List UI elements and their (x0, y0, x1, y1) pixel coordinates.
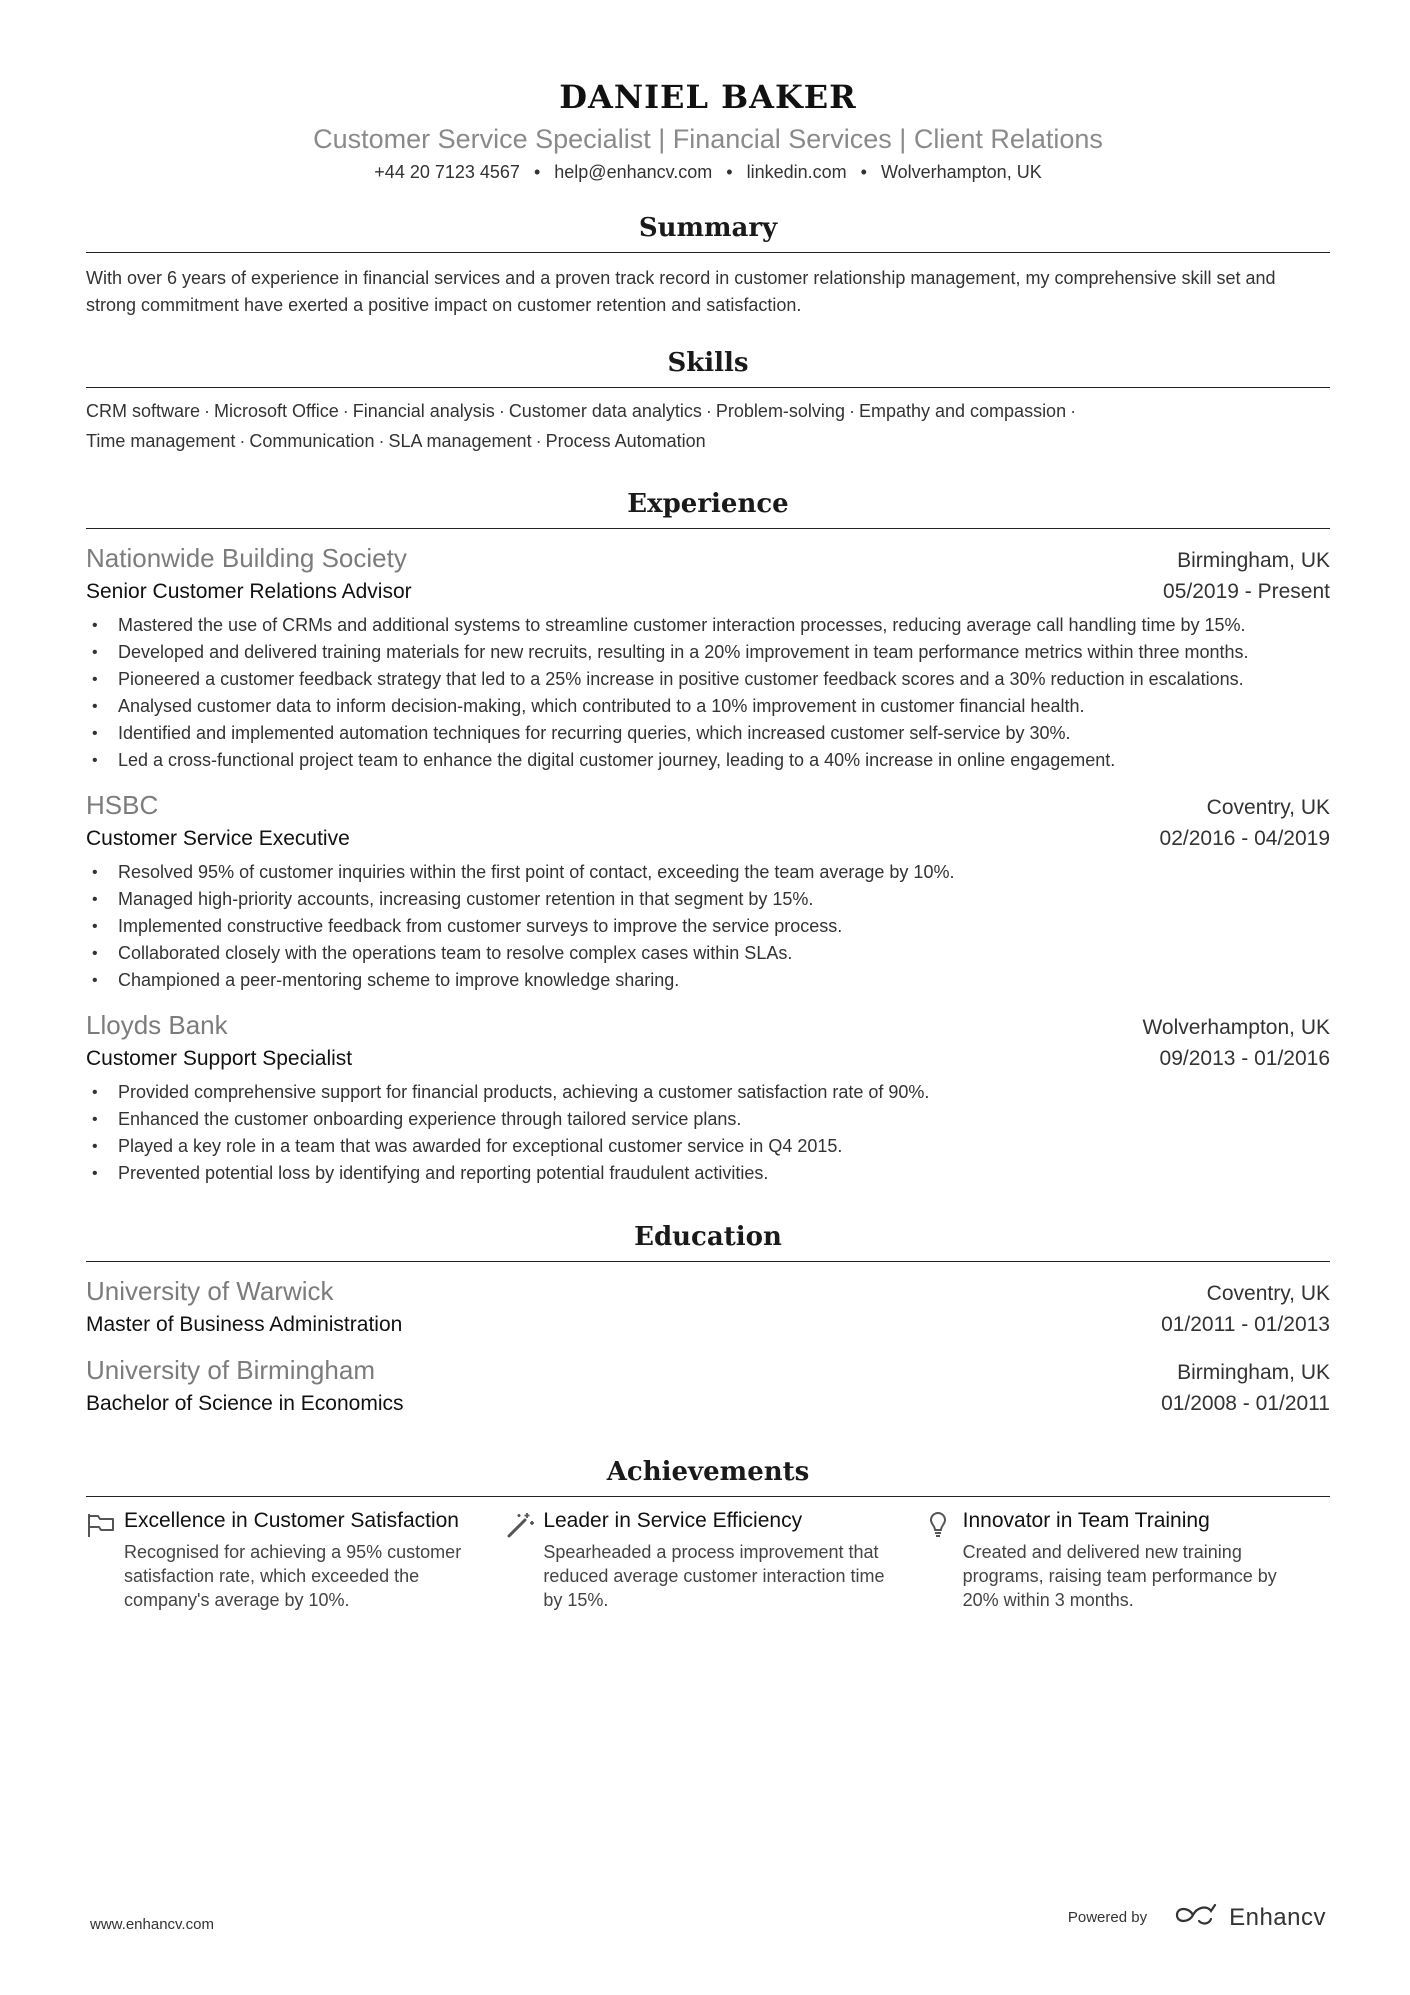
employer-location: Coventry, UK (1206, 796, 1330, 819)
achievement-title: Innovator in Team Training (962, 1509, 1210, 1532)
summary-section (86, 210, 1330, 319)
employer-name: Lloyds Bank (86, 1010, 228, 1040)
skill-item: Problem-solving (715, 401, 845, 421)
job-dates: 05/2019 - Present (1163, 580, 1330, 603)
bullet-item: • Mastered the use of CRMs and additional systems to streamline customer interaction processes, reducing average call handling time by 15%. (118, 612, 1330, 639)
magic-wand-icon (505, 1507, 543, 1612)
separator-dot: • (860, 162, 867, 182)
section-title-achievements: Achievements (86, 1454, 1330, 1497)
education-entry (86, 1353, 1330, 1420)
job-title: Customer Service Executive (86, 827, 350, 850)
employer-name: HSBC (86, 790, 159, 820)
degree-dates: 01/2011 - 01/2013 (1161, 1313, 1330, 1336)
achievement-item (86, 1507, 491, 1612)
bullet-item: • Identified and implemented automation techniques for recurring queries, which increased customer self-service by 30%. (118, 720, 1330, 747)
education-entry (86, 1274, 1330, 1341)
bullet-item: • Resolved 95% of customer inquiries within the first point of contact, exceeding the team average by 10%. (118, 859, 1330, 886)
skill-item: Time management (86, 431, 236, 451)
skills-section (86, 345, 1330, 456)
bullet-item: • Developed and delivered training materials for new recruits, resulting in a 20% improvement in team performance metrics within three months. (118, 639, 1330, 666)
achievements-row (86, 1507, 1330, 1612)
bullet-item: • Collaborated closely with the operations team to resolve complex cases within SLAs. (118, 940, 1330, 967)
degree-title: Master of Business Administration (86, 1313, 403, 1336)
contact-linkedin[interactable]: linkedin.com (746, 162, 847, 182)
separator-dot: • (726, 162, 733, 182)
separator-dot: • (533, 162, 541, 182)
bullet-item: • Enhanced the customer onboarding experience through tailored service plans. (118, 1106, 1330, 1133)
job-dates: 09/2013 - 01/2016 (1159, 1047, 1330, 1070)
achievement-item (505, 1507, 910, 1612)
achievement-bullets (86, 859, 1330, 994)
powered-by-label: Powered by (1067, 1909, 1148, 1926)
job-title: Customer Support Specialist (86, 1047, 353, 1070)
education-section (86, 1219, 1330, 1420)
skills-list: CRM software · Microsoft Office · Financial analysis · Customer data analytics · Problem-solving · Empathy and compassion · Time management · Communication · SLA management · Process Automation (86, 401, 1077, 451)
flag-icon (86, 1507, 124, 1612)
skill-item: Communication (249, 431, 375, 451)
achievement-bullets (86, 612, 1330, 774)
contact-line (86, 158, 1330, 186)
footer-website[interactable]: www.enhancv.com (90, 1916, 214, 1933)
footer-branding (1068, 1902, 1326, 1933)
employer-location: Wolverhampton, UK (1142, 1016, 1330, 1039)
bullet-item: • Prevented potential loss by identifying and reporting potential fraudulent activities. (118, 1160, 1330, 1187)
experience-entry (86, 788, 1330, 994)
skill-item: Customer data analytics (508, 401, 702, 421)
achievements-section (86, 1454, 1330, 1612)
achievement-title: Leader in Service Efficiency (543, 1509, 803, 1532)
school-name: University of Birmingham (86, 1355, 375, 1385)
contact-location: Wolverhampton, UK (880, 162, 1042, 182)
employer-location: Birmingham, UK (1177, 549, 1330, 572)
bullet-item: • Played a key role in a team that was awarded for exceptional customer service in Q4 2015. (118, 1133, 1330, 1160)
resume-header (86, 72, 1330, 186)
summary-text: With over 6 years of experience in financial services and a proven track record in customer relationship management, my comprehensive skill set and strong commitment have exerted a positive impact on customer retention and satisfaction. (86, 268, 1276, 315)
skill-item: Process Automation (545, 431, 706, 451)
brand-name: Enhancv (1229, 1903, 1326, 1931)
bullet-item: • Analysed customer data to inform decision-making, which contributed to a 10% improvement in customer financial health. (118, 693, 1330, 720)
achievement-description: Created and delivered new training programs, raising team performance by 20% within 3 months. (962, 1542, 1277, 1610)
bullet-item: • Led a cross-functional project team to enhance the digital customer journey, leading to a 40% increase in online engagement. (118, 747, 1330, 774)
candidate-name: DANIEL BAKER (559, 78, 857, 116)
skill-item: Financial analysis (352, 401, 495, 421)
school-name: University of Warwick (86, 1276, 334, 1306)
experience-entry (86, 1008, 1330, 1187)
experience-section (86, 486, 1330, 1187)
section-title-education: Education (86, 1219, 1330, 1262)
school-location: Birmingham, UK (1177, 1361, 1330, 1384)
school-location: Coventry, UK (1206, 1282, 1330, 1305)
bullet-item: • Championed a peer-mentoring scheme to improve knowledge sharing. (118, 967, 1330, 994)
section-title-skills: Skills (86, 345, 1330, 388)
enhancv-logo-icon (1173, 1902, 1219, 1933)
achievement-title: Excellence in Customer Satisfaction (124, 1509, 459, 1532)
bullet-item: • Managed high-priority accounts, increasing customer retention in that segment by 15%. (118, 886, 1330, 913)
skill-item: SLA management (388, 431, 532, 451)
skill-item: Microsoft Office (214, 401, 339, 421)
achievement-description: Recognised for achieving a 95% customer satisfaction rate, which exceeded the company's average by 10%. (124, 1542, 462, 1610)
skill-item: CRM software (86, 401, 201, 421)
section-title-experience: Experience (86, 486, 1330, 529)
experience-entry (86, 541, 1330, 774)
bullet-item: • Implemented constructive feedback from customer surveys to improve the service process. (118, 913, 1330, 940)
bullet-item: • Provided comprehensive support for financial products, achieving a customer satisfaction rate of 90%. (118, 1079, 1330, 1106)
achievement-bullets (86, 1079, 1330, 1187)
resume-page (86, 72, 1330, 1612)
degree-title: Bachelor of Science in Economics (86, 1392, 404, 1415)
job-dates: 02/2016 - 04/2019 (1159, 827, 1330, 850)
degree-dates: 01/2008 - 01/2011 (1161, 1392, 1330, 1415)
contact-email[interactable]: help@enhancv.com (554, 162, 713, 182)
achievement-description: Spearheaded a process improvement that reduced average customer interaction time by 15%. (543, 1542, 885, 1610)
contact-phone: +44 20 7123 4567 (374, 162, 520, 182)
bullet-item: • Pioneered a customer feedback strategy that led to a 25% increase in positive customer feedback scores and a 30% reduction in escalations. (118, 666, 1330, 693)
candidate-tagline: Customer Service Specialist | Financial Services | Client Relations (313, 124, 1103, 154)
lightbulb-icon (925, 1507, 963, 1612)
job-title: Senior Customer Relations Advisor (86, 580, 412, 603)
section-title-summary: Summary (86, 210, 1330, 253)
employer-name: Nationwide Building Society (86, 543, 407, 573)
achievement-item (925, 1507, 1330, 1612)
skill-item: Empathy and compassion (858, 401, 1067, 421)
